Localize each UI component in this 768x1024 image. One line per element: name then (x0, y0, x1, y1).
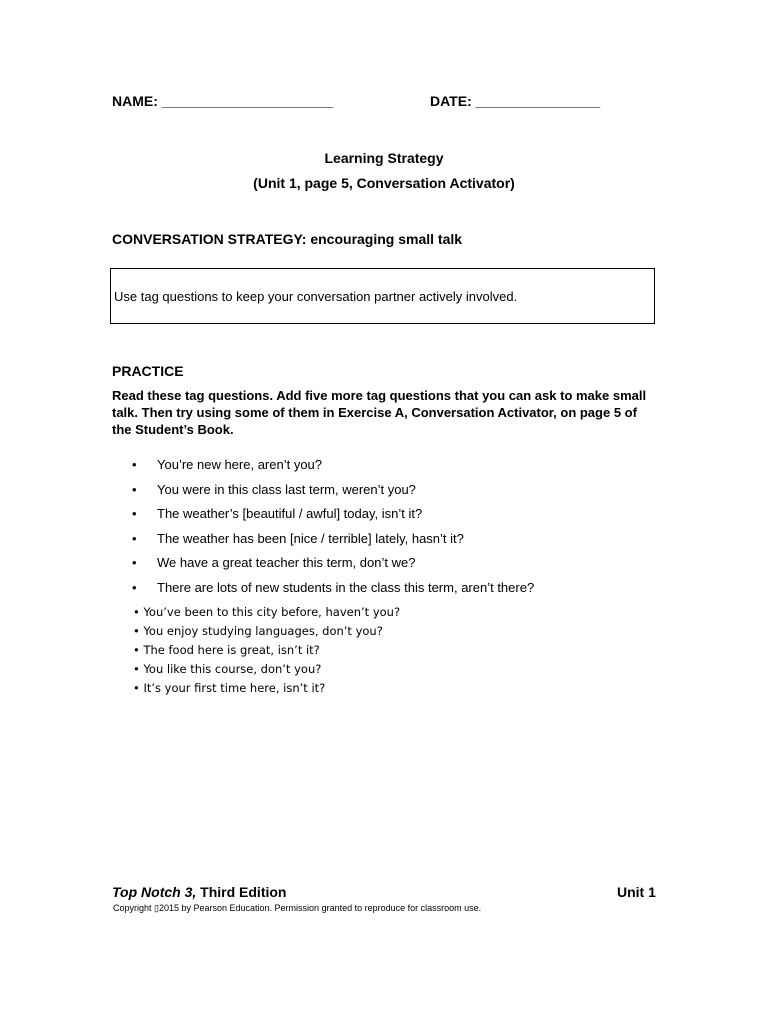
added-list-item: • The food here is great, isn’t it? (133, 643, 320, 657)
bullet-icon: • (132, 506, 137, 522)
page-title: Learning Strategy (324, 150, 444, 166)
name-field-label: NAME: ______________________ (112, 93, 334, 109)
list-item-text: You were in this class last term, weren’t you? (157, 481, 416, 497)
bullet-icon: • (132, 530, 137, 546)
bullet-icon: • (132, 579, 137, 595)
footer-book-name: Top Notch 3, (112, 884, 197, 900)
copyright-notice: Copyright ▯2015 by Pearson Education. Permission granted to reproduce for classroom use. (113, 903, 482, 913)
list-item (112, 505, 672, 530)
list-item-text: The weather has been [nice / terrible] lately, hasn’t it? (157, 530, 464, 546)
added-list-item: • It’s your first time here, isn’t it? (133, 681, 326, 695)
bullet-icon: • (132, 555, 137, 571)
strategy-box-text: Use tag questions to keep your conversation partner actively involved. (114, 289, 518, 304)
list-item (112, 579, 672, 604)
strategy-heading: CONVERSATION STRATEGY: encouraging small talk (112, 231, 463, 247)
bullet-icon: • (132, 481, 137, 497)
footer-book-title (112, 884, 286, 900)
list-item-text: There are lots of new students in the class this term, aren’t there? (157, 579, 535, 595)
list-item-text: The weather’s [beautiful / awful] today, isn’t it? (157, 506, 423, 522)
list-item (112, 481, 672, 506)
added-list-item: • You’ve been to this city before, haven’t you? (133, 605, 401, 619)
list-item (112, 554, 672, 579)
list-item-text: You’re new here, aren’t you? (157, 457, 323, 472)
page-subtitle: (Unit 1, page 5, Conversation Activator) (253, 175, 515, 191)
added-list-item: • You like this course, don’t you? (133, 662, 322, 676)
tag-question-list (112, 456, 672, 604)
footer-unit: Unit 1 (617, 884, 656, 900)
practice-heading: PRACTICE (112, 363, 184, 379)
footer-edition: Third Edition (196, 884, 287, 900)
list-item-text: We have a great teacher this term, don’t we? (157, 555, 416, 571)
bullet-icon: • (132, 457, 137, 472)
list-item (112, 530, 672, 555)
added-tag-question-list (133, 604, 400, 699)
added-list-item: • You enjoy studying languages, don’t you? (133, 624, 383, 638)
date-field-label: DATE: ________________ (430, 93, 601, 109)
list-item (112, 456, 672, 481)
strategy-box (110, 268, 655, 324)
practice-instructions: Read these tag questions. Add five more tag questions that you can ask to make small talk. Then try using some of them in Exercise A, Conversation Activator, on page 5 of the Student’s Book. (112, 388, 647, 437)
